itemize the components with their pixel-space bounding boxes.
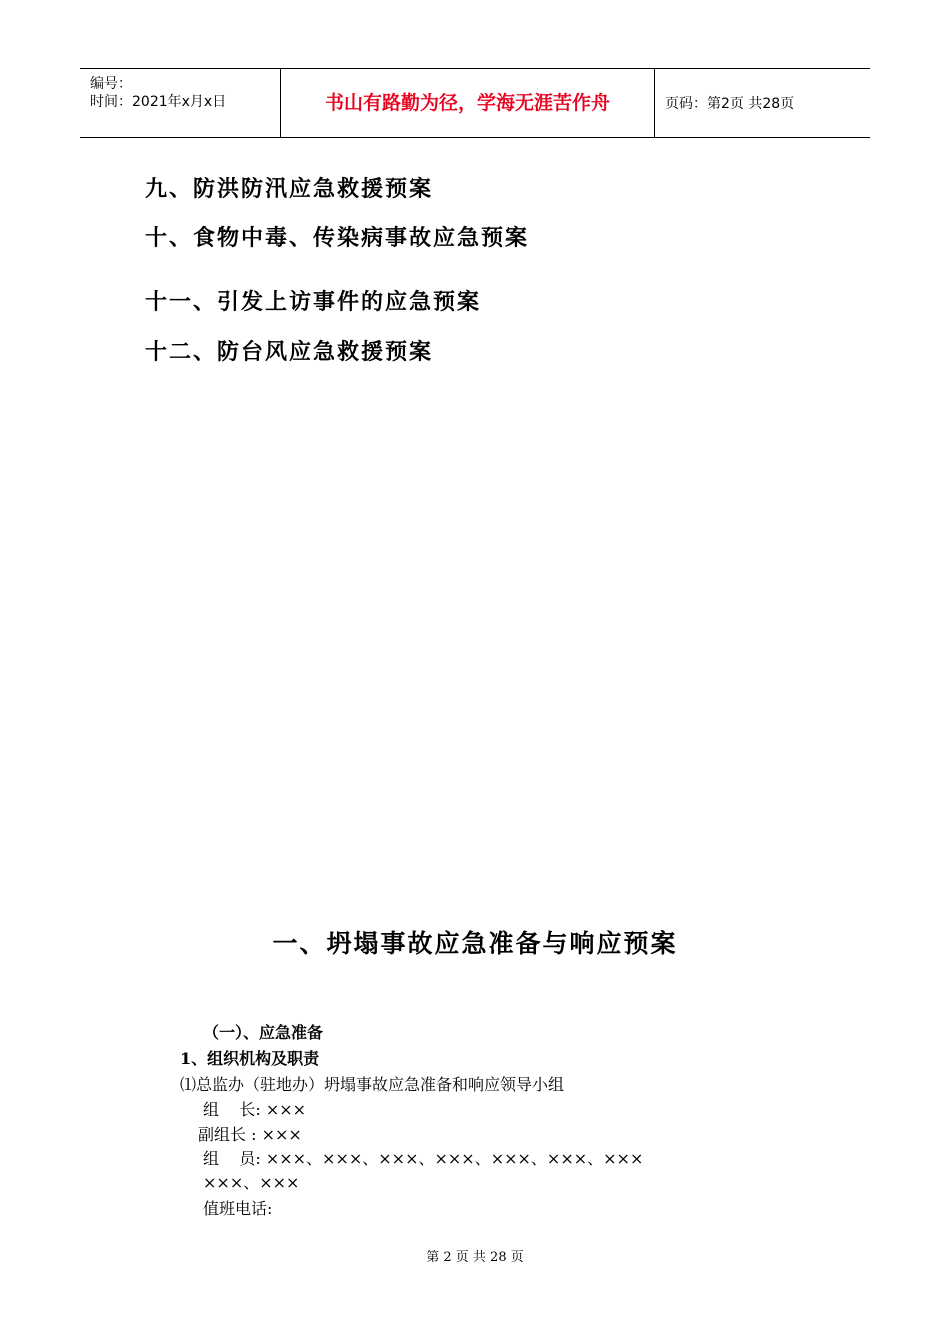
toc-item: 十二、防台风应急救援预案	[145, 339, 434, 365]
page-header	[80, 68, 870, 138]
duty-phone-line: 值班电话:	[203, 1199, 273, 1218]
toc-item: 九、防洪防汛应急救援预案	[145, 176, 434, 202]
section-title: 一、坍塌事故应急准备与响应预案	[272, 929, 678, 958]
header-meta-cell	[80, 69, 280, 137]
header-divider	[654, 69, 655, 137]
toc-item: 十、食物中毒、传染病事故应急预案	[145, 225, 530, 251]
page-footer: 第 2 页 共 28 页	[426, 1250, 524, 1265]
header-motto: 书山有路勤为径，学海无涯苦作舟	[324, 92, 610, 114]
group-title: ⑴总监办（驻地办）坍塌事故应急准备和响应领导小组	[180, 1075, 565, 1094]
header-number-label: 编号：	[90, 76, 132, 92]
sub-heading: （一）、应急准备	[203, 1023, 324, 1042]
members-line: 组 员: ×××、×××、×××、×××、×××、×××、×××	[203, 1149, 644, 1168]
deputy-line: 副组长 : ×××	[198, 1125, 302, 1144]
item-heading: 1、组织机构及职责	[180, 1049, 320, 1068]
leader-line: 组 长: ×××	[203, 1100, 307, 1119]
toc-item: 十一、引发上访事件的应急预案	[145, 289, 482, 315]
header-page-info: 页码：第2页 共28页	[665, 96, 795, 112]
members-continuation: ×××、×××	[203, 1173, 300, 1192]
header-date-label: 时间：2021年x月x日	[90, 94, 227, 110]
